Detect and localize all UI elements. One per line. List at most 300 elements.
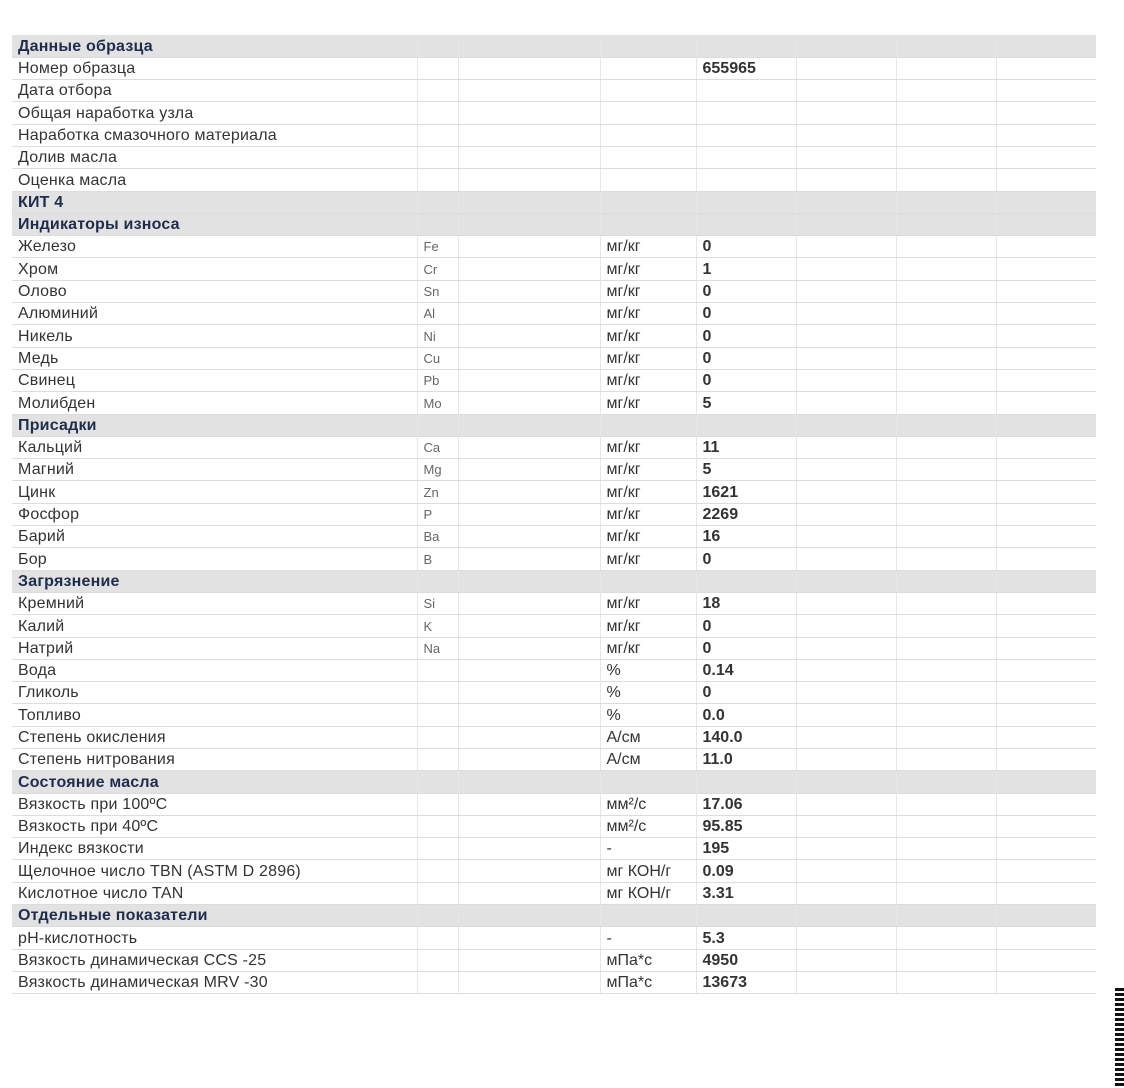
empty-cell [796,749,896,771]
unit-cell: % [600,704,696,726]
empty-cell [896,838,996,860]
row-label: Щелочное число TBN (ASTM D 2896) [12,860,417,882]
element-symbol [417,860,458,882]
empty-cell [996,971,1096,993]
value-cell: 1 [696,258,796,280]
row-label: Магний [12,459,417,481]
empty-cell [896,347,996,369]
value-cell: 95.85 [696,815,796,837]
empty-cell [996,704,1096,726]
element-symbol: Cu [417,347,458,369]
unit-cell: мПа*с [600,949,696,971]
empty-cell [896,726,996,748]
empty-cell [996,57,1096,79]
table-row [12,325,1096,347]
element-symbol [417,57,458,79]
row-label: Отдельные показатели [12,905,417,927]
row-label: pH-кислотность [12,927,417,949]
table-row [12,392,1096,414]
empty-cell [896,971,996,993]
unit-cell: мм²/с [600,793,696,815]
empty-cell [896,749,996,771]
empty-cell [996,392,1096,414]
empty-cell [996,80,1096,102]
empty-cell [896,570,996,592]
empty-cell [796,191,896,213]
empty-cell [796,325,896,347]
value-cell [696,771,796,793]
empty-cell [796,838,896,860]
value-cell [696,124,796,146]
empty-cell [896,258,996,280]
empty-cell [996,815,1096,837]
element-symbol [417,191,458,213]
empty-cell [796,303,896,325]
row-label: Гликоль [12,682,417,704]
row-label: Состояние масла [12,771,417,793]
table-row [12,882,1096,904]
row-label: Индикаторы износа [12,213,417,235]
empty-cell [896,191,996,213]
empty-cell [458,191,600,213]
unit-cell: А/см [600,726,696,748]
value-cell: 0 [696,682,796,704]
value-cell: 11.0 [696,749,796,771]
table-row [12,704,1096,726]
empty-cell [458,592,600,614]
empty-cell [458,325,600,347]
empty-cell [796,592,896,614]
table-row [12,347,1096,369]
element-symbol: Mg [417,459,458,481]
unit-cell: мг/кг [600,392,696,414]
value-cell: 1621 [696,481,796,503]
empty-cell [896,682,996,704]
empty-cell [996,146,1096,168]
empty-cell [896,102,996,124]
empty-cell [796,213,896,235]
element-symbol [417,414,458,436]
empty-cell [458,169,600,191]
empty-cell [458,749,600,771]
row-label: Железо [12,236,417,258]
empty-cell [996,347,1096,369]
empty-cell [996,325,1096,347]
empty-cell [896,503,996,525]
value-cell [696,80,796,102]
empty-cell [796,436,896,458]
empty-cell [896,927,996,949]
table-row [12,280,1096,302]
empty-cell [796,526,896,548]
row-label: Кремний [12,592,417,614]
value-cell: 18 [696,592,796,614]
empty-cell [458,303,600,325]
empty-cell [796,971,896,993]
unit-cell: % [600,659,696,681]
row-label: Дата отбора [12,80,417,102]
empty-cell [896,592,996,614]
empty-cell [896,481,996,503]
element-symbol: K [417,615,458,637]
empty-cell [458,57,600,79]
row-label: Наработка смазочного материала [12,124,417,146]
empty-cell [896,905,996,927]
empty-cell [458,771,600,793]
empty-cell [796,146,896,168]
value-cell: 5 [696,459,796,481]
element-symbol [417,704,458,726]
row-label: Вязкость при 40ºC [12,815,417,837]
empty-cell [896,771,996,793]
empty-cell [896,80,996,102]
section-header [12,905,1096,927]
empty-cell [458,436,600,458]
unit-cell: мг/кг [600,481,696,503]
element-symbol: Sn [417,280,458,302]
empty-cell [796,57,896,79]
row-label: Кальций [12,436,417,458]
empty-cell [996,436,1096,458]
empty-cell [458,838,600,860]
row-label: Фосфор [12,503,417,525]
table-row [12,659,1096,681]
empty-cell [896,414,996,436]
element-symbol [417,169,458,191]
empty-cell [458,280,600,302]
value-cell: 0.14 [696,659,796,681]
value-cell [696,570,796,592]
unit-cell [600,191,696,213]
table-row [12,57,1096,79]
empty-cell [896,280,996,302]
empty-cell [996,414,1096,436]
value-cell [696,35,796,57]
table-row [12,749,1096,771]
element-symbol [417,35,458,57]
unit-cell: мг/кг [600,526,696,548]
table-row [12,949,1096,971]
table-row [12,592,1096,614]
row-label: Вода [12,659,417,681]
unit-cell [600,80,696,102]
empty-cell [796,347,896,369]
empty-cell [796,369,896,391]
unit-cell [600,414,696,436]
empty-cell [458,35,600,57]
row-label: Хром [12,258,417,280]
row-label: Индекс вязкости [12,838,417,860]
element-symbol [417,949,458,971]
unit-cell [600,102,696,124]
empty-cell [796,548,896,570]
value-cell: 0 [696,303,796,325]
row-label: Медь [12,347,417,369]
value-cell: 0 [696,369,796,391]
empty-cell [458,615,600,637]
empty-cell [458,526,600,548]
table-row [12,102,1096,124]
empty-cell [458,637,600,659]
value-cell: 0 [696,280,796,302]
empty-cell [458,392,600,414]
unit-cell: мг/кг [600,303,696,325]
row-label: Никель [12,325,417,347]
empty-cell [796,503,896,525]
unit-cell: мг/кг [600,325,696,347]
empty-cell [458,347,600,369]
unit-cell: мг КОН/г [600,882,696,904]
row-label: Кислотное число TAN [12,882,417,904]
qr-code-icon [1115,988,1124,1086]
empty-cell [458,949,600,971]
table-row [12,548,1096,570]
row-label: Калий [12,615,417,637]
unit-cell [600,35,696,57]
empty-cell [996,749,1096,771]
empty-cell [996,459,1096,481]
element-symbol [417,749,458,771]
table-row [12,615,1096,637]
row-label: КИТ 4 [12,191,417,213]
unit-cell: мг/кг [600,637,696,659]
empty-cell [896,637,996,659]
section-header [12,771,1096,793]
table-row [12,637,1096,659]
unit-cell: мм²/с [600,815,696,837]
row-label: Данные образца [12,35,417,57]
unit-cell: мг/кг [600,503,696,525]
empty-cell [996,503,1096,525]
empty-cell [796,102,896,124]
table-row [12,303,1096,325]
empty-cell [996,548,1096,570]
row-label: Долив масла [12,146,417,168]
empty-cell [796,949,896,971]
value-cell: 0 [696,347,796,369]
empty-cell [458,80,600,102]
unit-cell: мг/кг [600,347,696,369]
table-row [12,927,1096,949]
unit-cell [600,169,696,191]
table-row [12,682,1096,704]
empty-cell [896,860,996,882]
element-symbol [417,213,458,235]
table-row [12,258,1096,280]
row-label: Вязкость динамическая MRV -30 [12,971,417,993]
empty-cell [996,570,1096,592]
unit-cell: А/см [600,749,696,771]
unit-cell: мг/кг [600,615,696,637]
value-cell [696,905,796,927]
element-symbol [417,838,458,860]
table-row [12,169,1096,191]
element-symbol [417,882,458,904]
empty-cell [896,704,996,726]
empty-cell [996,637,1096,659]
element-symbol: Zn [417,481,458,503]
row-label: Алюминий [12,303,417,325]
empty-cell [896,459,996,481]
value-cell: 0 [696,548,796,570]
element-symbol [417,793,458,815]
empty-cell [996,771,1096,793]
table-row [12,526,1096,548]
value-cell [696,213,796,235]
value-cell: 195 [696,838,796,860]
empty-cell [796,280,896,302]
empty-cell [996,526,1096,548]
empty-cell [458,124,600,146]
value-cell [696,191,796,213]
table-row [12,838,1096,860]
empty-cell [796,258,896,280]
row-label: Загрязнение [12,570,417,592]
empty-cell [996,369,1096,391]
empty-cell [996,303,1096,325]
empty-cell [458,659,600,681]
empty-cell [996,280,1096,302]
unit-cell: мг/кг [600,258,696,280]
empty-cell [996,169,1096,191]
empty-cell [996,481,1096,503]
value-cell: 17.06 [696,793,796,815]
empty-cell [896,169,996,191]
empty-cell [458,682,600,704]
unit-cell: мг/кг [600,280,696,302]
unit-cell: % [600,682,696,704]
empty-cell [896,882,996,904]
element-symbol [417,927,458,949]
empty-cell [896,548,996,570]
row-label: Вязкость динамическая CCS -25 [12,949,417,971]
row-label: Присадки [12,414,417,436]
empty-cell [996,213,1096,235]
value-cell: 0 [696,615,796,637]
row-label: Натрий [12,637,417,659]
row-label: Молибден [12,392,417,414]
empty-cell [996,882,1096,904]
unit-cell: мг КОН/г [600,860,696,882]
empty-cell [796,459,896,481]
empty-cell [458,704,600,726]
element-symbol [417,124,458,146]
empty-cell [796,570,896,592]
empty-cell [996,682,1096,704]
row-label: Цинк [12,481,417,503]
empty-cell [896,436,996,458]
value-cell: 4950 [696,949,796,971]
unit-cell [600,57,696,79]
empty-cell [896,213,996,235]
empty-cell [458,548,600,570]
element-symbol [417,905,458,927]
empty-cell [458,258,600,280]
empty-cell [896,35,996,57]
unit-cell [600,124,696,146]
empty-cell [996,927,1096,949]
unit-cell [600,146,696,168]
table-row [12,124,1096,146]
element-symbol [417,726,458,748]
empty-cell [796,615,896,637]
element-symbol [417,570,458,592]
element-symbol: Fe [417,236,458,258]
empty-cell [458,882,600,904]
empty-cell [796,236,896,258]
empty-cell [896,57,996,79]
element-symbol [417,102,458,124]
unit-cell [600,771,696,793]
value-cell [696,146,796,168]
empty-cell [458,146,600,168]
value-cell: 2269 [696,503,796,525]
empty-cell [458,414,600,436]
empty-cell [996,191,1096,213]
empty-cell [458,459,600,481]
empty-cell [796,414,896,436]
row-label: Общая наработка узла [12,102,417,124]
empty-cell [458,815,600,837]
empty-cell [796,169,896,191]
value-cell: 0.0 [696,704,796,726]
value-cell: 3.31 [696,882,796,904]
empty-cell [896,815,996,837]
empty-cell [796,659,896,681]
section-header [12,213,1096,235]
empty-cell [996,124,1096,146]
empty-cell [996,949,1096,971]
empty-cell [796,726,896,748]
table-row [12,481,1096,503]
element-symbol: Ni [417,325,458,347]
empty-cell [458,927,600,949]
element-symbol [417,971,458,993]
unit-cell: мг/кг [600,369,696,391]
empty-cell [458,905,600,927]
table-row [12,793,1096,815]
unit-cell: мг/кг [600,236,696,258]
element-symbol: Ca [417,436,458,458]
element-symbol: Ba [417,526,458,548]
table-row [12,436,1096,458]
row-label: Олово [12,280,417,302]
table-row [12,236,1096,258]
empty-cell [896,124,996,146]
empty-cell [996,236,1096,258]
empty-cell [796,35,896,57]
empty-cell [996,793,1096,815]
empty-cell [996,905,1096,927]
element-symbol [417,659,458,681]
element-symbol [417,80,458,102]
table-row [12,503,1096,525]
table-row [12,971,1096,993]
element-symbol: P [417,503,458,525]
empty-cell [996,615,1096,637]
empty-cell [996,102,1096,124]
value-cell: 11 [696,436,796,458]
element-symbol: B [417,548,458,570]
element-symbol: Na [417,637,458,659]
unit-cell [600,213,696,235]
unit-cell: - [600,838,696,860]
empty-cell [796,815,896,837]
empty-cell [458,369,600,391]
value-cell: 0 [696,325,796,347]
row-label: Номер образца [12,57,417,79]
unit-cell: мг/кг [600,548,696,570]
